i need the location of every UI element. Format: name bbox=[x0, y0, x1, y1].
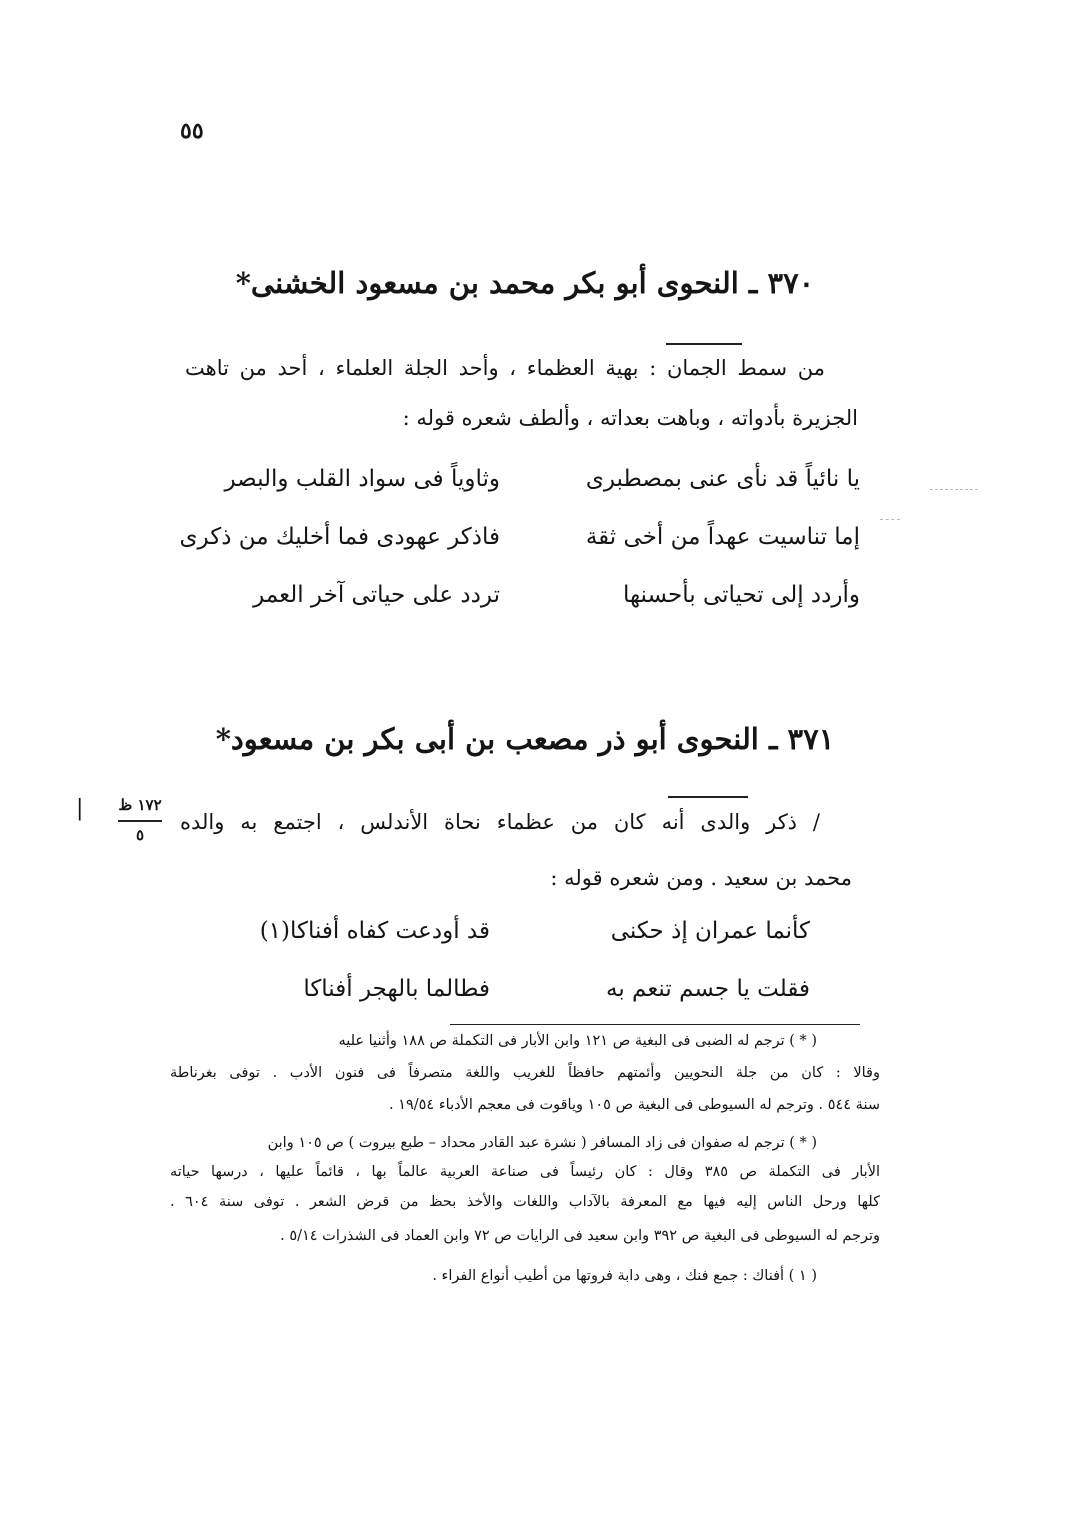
footnote-3-line-1: ( ١ ) أفناك : جمع فنك ، وهى دابة فروتها من أطيب أنواع الفراء . bbox=[432, 1268, 817, 1284]
margin-mark bbox=[880, 519, 900, 520]
footnote-2-line-3: كلها ورحل الناس إليه فيها مع المعرفة بالآداب واللغات والأخذ بحظ من قرض الشعر . توفى سنة ٦٠٤ . bbox=[170, 1194, 880, 1210]
entry-370-verse-1-second: وثاوياً فى سواد القلب والبصر bbox=[224, 466, 500, 492]
entry-371-verse-1-first: كأنما عمران إذ حكنى bbox=[610, 918, 810, 944]
entry-370-verse-2-first: إما تناسيت عهداً من أخى ثقة bbox=[585, 524, 860, 550]
footnote-2-line-2: الأبار فى التكملة ص ٣٨٥ وقال : كان رئيساً فى صناعة العربية عالماً بها ، قائماً عليها ، درسها حياته bbox=[170, 1164, 881, 1180]
entry-370-verse-2-second: فاذكر عهودى فما أخليك من ذكرى bbox=[179, 524, 500, 550]
margin-folio-ref-bottom: ٥ bbox=[135, 826, 145, 844]
entry-371-verse-1-second: قد أودعت كفاه أفناكا(١) bbox=[259, 918, 490, 944]
entry-370-heading-underline bbox=[666, 343, 742, 345]
margin-folio-divider bbox=[118, 820, 162, 822]
entry-371-prose-line-2: محمد بن سعيد . ومن شعره قوله : bbox=[550, 866, 852, 890]
footnote-1-line-2: وقالا : كان من جلة النحويين وأئمتهم حافظاً للغريب واللغة متصرفاً فى فنون الأدب . توفى بغرناطة bbox=[170, 1065, 880, 1081]
footnote-1-line-1: ( * ) ترجم له الضبى فى البغية ص ١٢١ وابن الأبار فى التكملة ص ١٨٨ وأثنيا عليه bbox=[338, 1033, 817, 1049]
footnote-1-line-3: سنة ٥٤٤ . وترجم له السيوطى فى البغية ص ١٠٥ وياقوت فى معجم الأدباء ١٩/٥٤ . bbox=[388, 1097, 880, 1113]
footnote-2-line-1: ( * ) ترجم له صفوان فى زاد المسافر ( نشرة عبد القادر محداد – طبع بيروت ) ص ١٠٥ وابن bbox=[267, 1135, 817, 1151]
footnote-separator bbox=[450, 1024, 860, 1025]
entry-370-heading: ٣٧٠ ـ النحوى أبو بكر محمد بن مسعود الخشنى* bbox=[235, 266, 815, 300]
entry-370-verse-3-first: وأردد إلى تحياتى بأحسنها bbox=[622, 582, 860, 608]
entry-371-heading: ٣٧١ ـ النحوى أبو ذر مصعب بن أبى بكر بن مسعود* bbox=[215, 722, 835, 756]
margin-bar: | bbox=[76, 796, 84, 821]
margin-mark bbox=[930, 489, 978, 490]
entry-371-heading-underline bbox=[668, 796, 748, 798]
entry-371-verse-2-second: فطالما بالهجر أفناكا bbox=[303, 976, 490, 1002]
page-number: ٥٥ bbox=[180, 118, 204, 144]
entry-370-verse-3-second: تردد على حياتى آخر العمر bbox=[253, 582, 500, 608]
margin-folio-ref: ١٧٢ ظ bbox=[118, 796, 162, 814]
entry-371-verse-2-first: فقلت يا جسم تنعم به bbox=[605, 976, 810, 1002]
entry-370-prose-line-2: الجزيرة بأدواته ، وباهت بعداته ، وألطف شعره قوله : bbox=[402, 406, 858, 430]
entry-370-prose-line-1: من سمط الجمان : بهية العظماء ، وأحد الجلة العلماء ، أحد من تاهت bbox=[185, 356, 825, 380]
entry-371-prose-line-1: / ذكر والدى أنه كان من عظماء نحاة الأندلس ، اجتمع به والده bbox=[180, 810, 820, 834]
entry-370-verse-1-first: يا نائياً قد نأى عنى بمصطبرى bbox=[585, 466, 860, 492]
footnote-2-line-4: وترجم له السيوطى فى البغية ص ٣٩٢ وابن سعيد فى الرايات ص ٧٢ وابن العماد فى الشذرات ٥/١٤ . bbox=[280, 1228, 880, 1244]
